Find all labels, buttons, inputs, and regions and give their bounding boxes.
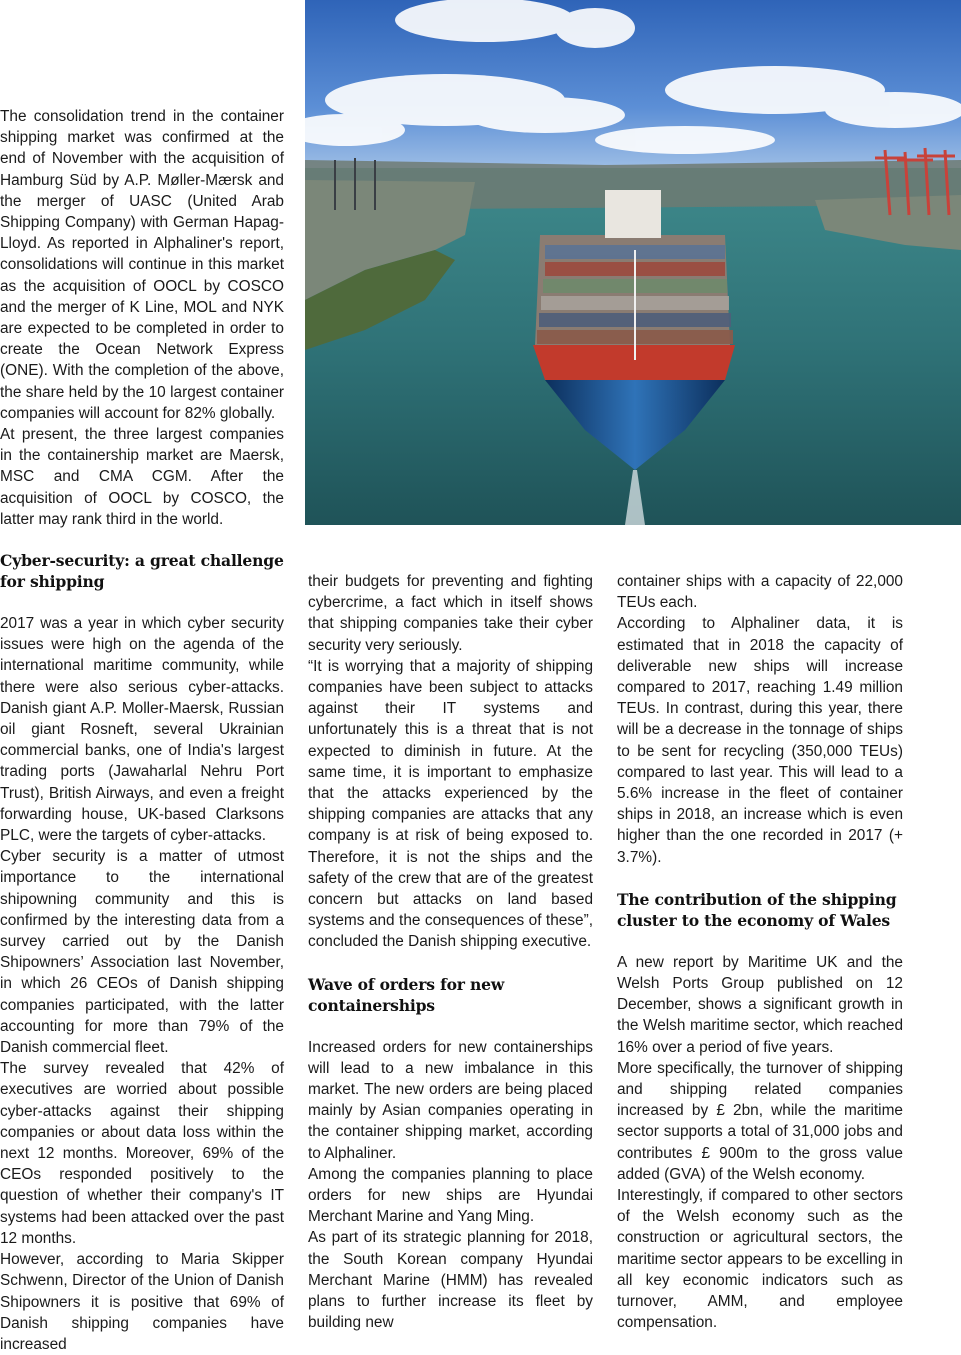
paragraph: Interestingly, if compared to other sectors of the Welsh economy such as the construction or agricultural sectors, the maritime sector appears to be excelling in all key economic indicators such as turnover, AMM, and employee compensation. <box>617 1187 903 1332</box>
bridge <box>605 190 661 238</box>
paragraph: container ships with a capacity of 22,000 TEUs each. <box>617 573 903 612</box>
section-heading-cyber-security: Cyber-security: a great challenge for shipping <box>0 551 284 591</box>
column-middle <box>308 571 593 1334</box>
paragraph: According to Alphaliner data, it is estimated that in 2018 the capacity of deliverable new ships will increase compared to 2017, reaching 1.49 million TEUs. In contrast, during this year, there will be a decrease in the tonnage of ships to be sent for recycling (350,000 TEUs) compared to last year. This will lead to a 5.6% increase in the fleet of container ships in 2018, an increase which is even higher than the one recorded in 2017 (+ 3.7%). <box>617 615 903 866</box>
paragraph: Among the companies planning to place orders for new ships are Hyundai Merchant Marine and Yang Ming. <box>308 1165 593 1226</box>
column-right <box>617 571 903 1334</box>
paragraph: However, according to Maria Skipper Schwenn, Director of the Union of Danish Shipowners it is positive that 69% of Danish shipping companies have increased <box>0 1251 284 1353</box>
paragraph: “It is worrying that a majority of shipping companies have been subject to attacks against their IT systems and unfortunately this is a threat that is not expected to diminish in future. At the same time, it is important to emphasize that the attacks experienced by the shipping companies are attacks that any company is at risk of being exposed to. Therefore, it is not the ships and the safety of the crew that are of the greatest concern but attacks on land based systems and the consequences of these”, concluded the Danish shipping executive. <box>308 657 593 951</box>
paragraph: More specifically, the turnover of shipping and shipping related companies increased by £ 2bn, while the maritime sector supports a total of 31,000 jobs and contributes £ 900m to the gross value added (GVA) of the Welsh economy. <box>617 1059 903 1183</box>
section-heading-wales: The contribution of the shipping cluster to the economy of Wales <box>617 889 897 930</box>
paragraph: A new report by Maritime UK and the Welsh Ports Group published on 12 December, shows a significant growth in the Welsh maritime sector, which reached 16% over a period of five years. <box>617 953 903 1056</box>
paragraph: 2017 was a year in which cyber security issues were high on the agenda of the international maritime community, while there were also serious cyber-attacks. Danish giant A.P. Moller-Maersk, Russian oil giant Rosneft, several Ukrainian commercial banks, one of India's largest trading ports (Jawaharlal Nehru Port Trust), British Airways, and even a freight forwarding house, UK-based Clarksons PLC, were the targets of cyber-attacks. <box>0 615 284 845</box>
paragraph: The consolidation trend in the container shipping market was confirmed at the end of November with the acquisition of Hamburg Süd by A.P. Møller-Mærsk and the merger of UASC (United Arab Shipping Company) with German Hapag-Lloyd. As reported in Alphaliner's report, consolidations will continue in this market as the acquisition of OOCL by COSCO and the merger of K Line, MOL and NYK are expected to be completed in order to create the Ocean Network Express (ONE). With the completion of the above, the share held by the 10 largest container companies will account for 82% globally. <box>0 108 284 422</box>
paragraph: The survey revealed that 42% of executives are worried about possible cyber-attacks against their shipping companies or about data loss within the next 12 months. Moreover, 69% of the CEOs responded positively to the question of whether their company's IT systems had been attacked over the past 12 months. <box>0 1060 284 1247</box>
paragraph: As part of its strategic planning for 2018, the South Korean company Hyundai Merchant Marine (HMM) has revealed plans to further increase its fleet by building new <box>308 1229 593 1332</box>
intro-text <box>0 106 284 530</box>
paragraph: At present, the three largest companies in the containership market are Maersk, MSC and CMA CGM. After the acquisition of OOCL by COSCO, the latter may rank third in the world. <box>0 426 284 528</box>
paragraph: their budgets for preventing and fighting cybercrime, a fact which in itself shows that shipping companies take their cyber security very seriously. <box>308 573 593 654</box>
paragraph: Increased orders for new containerships will lead to a new imbalance in this market. The new orders are being placed mainly by Asian companies operating in the container shipping market, according to Alphaliner. <box>308 1038 593 1162</box>
column-left <box>0 550 284 1355</box>
paragraph: Cyber security is a matter of utmost importance to the international shipowning community and this is confirmed by the interesting data from a survey carried out by the Danish Shipowners’ Association last November, in which 26 CEOs of Danish shipping companies participated, with the latter accounting for more than 79% of the Danish commercial fleet. <box>0 848 284 1057</box>
container-ship-photo <box>305 0 961 525</box>
section-heading-orders: Wave of orders for new containerships <box>308 974 505 1015</box>
